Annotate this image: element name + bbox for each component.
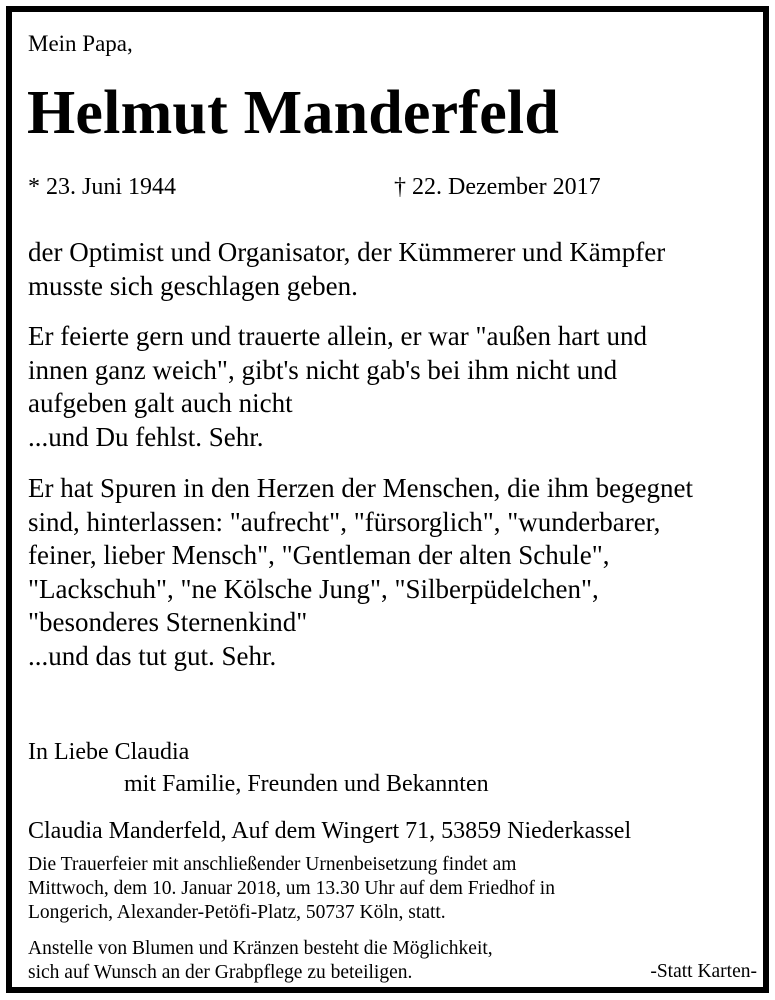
text-line: der Optimist und Organisator, der Kümmerer und Kämpfer xyxy=(28,237,666,267)
ceremony-info xyxy=(28,853,555,925)
signature-line: In Liebe Claudia xyxy=(28,739,190,765)
text-line: sind, hinterlassen: "aufrecht", "fürsorglich", "wunderbarer, xyxy=(28,506,661,537)
signature-family-line: mit Familie, Freunden und Bekannten xyxy=(124,771,489,797)
text-line: Er feierte gern und trauerte allein, er war "außen hart und xyxy=(28,321,647,351)
statt-karten-note: -Statt Karten- xyxy=(650,961,757,982)
text-line: ...und Du fehlst. Sehr. xyxy=(28,421,264,452)
text-line: musste sich geschlagen geben. xyxy=(28,270,358,301)
birth-date: * 23. Juni 1944 xyxy=(28,174,177,200)
text-line: aufgeben galt auch nicht xyxy=(28,388,293,418)
text-line: "Lackschuh", "ne Kölsche Jung", "Silberpüdelchen", xyxy=(28,573,599,604)
text-line: "besonderes Sternenkind" xyxy=(28,607,308,637)
death-date: † 22. Dezember 2017 xyxy=(394,174,601,200)
text-line: feiner, lieber Mensch", "Gentleman der alten Schule", xyxy=(28,540,610,570)
text-line: Er hat Spuren in den Herzen der Menschen, die ihm begegnet xyxy=(28,473,694,503)
deceased-name: Helmut Manderfeld xyxy=(27,79,560,147)
text-line: Anstelle von Blumen und Kränzen besteht die Möglichkeit, xyxy=(28,938,493,959)
text-line: Mittwoch, dem 10. Januar 2018, um 13.30 Uhr auf dem Friedhof in xyxy=(28,878,555,899)
paragraph-character xyxy=(28,320,647,454)
text-line: innen ganz weich", gibt's nicht gab's bei ihm nicht und xyxy=(28,354,618,385)
text-line: sich auf Wunsch an der Grabpflege zu beteiligen. xyxy=(28,962,413,983)
obituary-notice xyxy=(6,6,769,993)
flowers-info xyxy=(28,937,493,985)
text-line: ...und das tut gut. Sehr. xyxy=(28,640,277,671)
paragraph-tribute xyxy=(28,236,665,303)
text-line: Die Trauerfeier mit anschließender Urnenbeisetzung findet am xyxy=(28,854,517,875)
mourner-address: Claudia Manderfeld, Auf dem Wingert 71, 53859 Niederkassel xyxy=(28,818,632,844)
greeting: Mein Papa, xyxy=(28,31,133,56)
paragraph-memories xyxy=(28,472,693,673)
text-line: Longerich, Alexander-Petöfi-Platz, 50737 Köln, statt. xyxy=(28,902,446,923)
